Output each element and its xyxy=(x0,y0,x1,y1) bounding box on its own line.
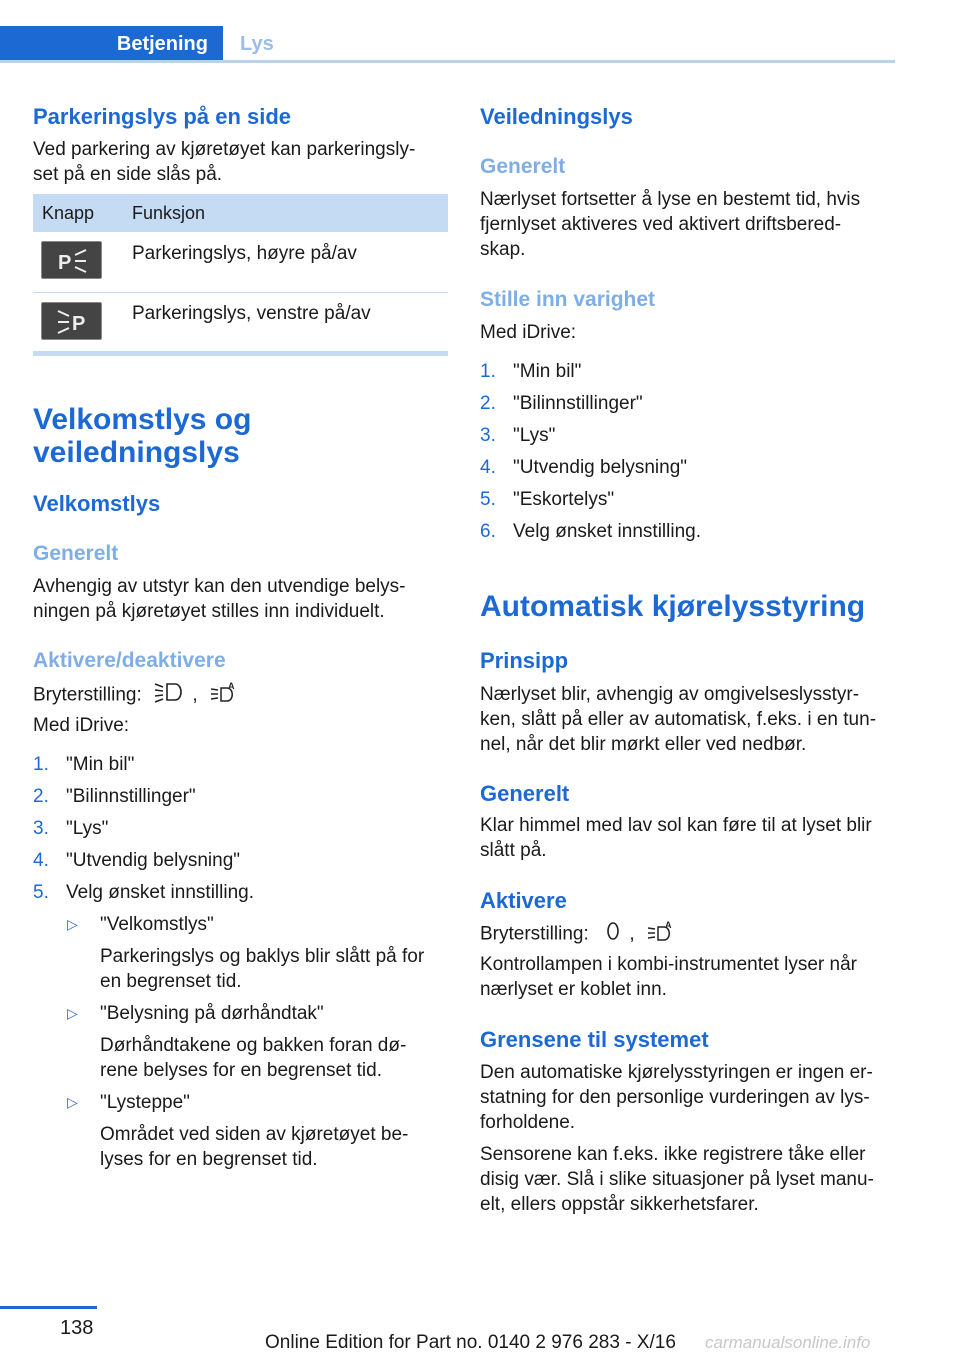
sub-item-desc: rene belyses for en begrenset tid. xyxy=(100,1060,383,1081)
para-generelt2-2: slått på. xyxy=(480,840,547,861)
heading-aktivere: Aktivere xyxy=(480,888,567,913)
page-number: 138 xyxy=(60,1317,94,1339)
para-generelt-2: ningen på kjøretøyet stilles inn individuelt. xyxy=(33,601,385,622)
para-grensene-3: forholdene. xyxy=(480,1112,576,1133)
parking-light-right-icon xyxy=(41,241,102,279)
sub-item-title: "Lysteppe" xyxy=(100,1092,190,1113)
sub-item-desc: Dørhåndtakene og bakken foran dø- xyxy=(100,1035,407,1056)
heading-veiledningslys-main: veiledningslys xyxy=(33,436,240,469)
zero-position-icon xyxy=(594,920,624,949)
sub-item-desc: lyses for en begrenset tid. xyxy=(100,1149,318,1170)
para-sensor-3: elt, ellers oppstår sikkerhetsfarer. xyxy=(480,1194,759,1215)
heading-generelt: Generelt xyxy=(480,155,566,178)
heading-aktivere-deaktivere: Aktivere/deaktivere xyxy=(33,649,226,672)
table-divider xyxy=(33,292,448,293)
tab-lys[interactable]: Lys xyxy=(240,33,274,55)
svg-text:P: P xyxy=(72,313,86,335)
bullet-triangle-icon: ▷ xyxy=(67,1094,78,1110)
para-generelt-2: fjernlyset aktiveres ved aktivert driftsbered- xyxy=(480,214,842,235)
sub-item-desc: Parkeringslys og baklys blir slått på for xyxy=(100,946,425,967)
switch-position-line xyxy=(33,681,239,710)
heading-velkomstlys: Velkomstlys xyxy=(33,491,161,516)
sub-item-desc: en begrenset tid. xyxy=(100,971,242,992)
watermark: carmanualsonline.info xyxy=(705,1333,871,1352)
para-grensene-1: Den automatiske kjørelysstyringen er ingen er- xyxy=(480,1062,873,1083)
table-row-label: Parkeringslys, venstre på/av xyxy=(132,303,371,324)
auto-lights-icon xyxy=(203,681,239,710)
para-sensor-1: Sensorene kan f.eks. ikke registrere tåke eller xyxy=(480,1144,866,1165)
sub-item-desc: Området ved siden av kjøretøyet be- xyxy=(100,1124,409,1145)
med-idrive: Med iDrive: xyxy=(33,715,130,736)
para-generelt-3: skap. xyxy=(480,239,526,260)
parking-lights-icon xyxy=(147,681,187,710)
edition-text: Online Edition for Part no. 0140 2 976 283 - X/16 xyxy=(265,1332,676,1353)
heading-generelt-2: Generelt xyxy=(480,781,570,806)
header-rule xyxy=(0,60,895,63)
svg-text:A: A xyxy=(664,920,672,930)
col-funksjon: Funksjon xyxy=(132,203,206,223)
heading-automatisk-kjorelysstyring: Automatisk kjørelysstyring xyxy=(480,590,866,623)
para-sensor-2: disig vær. Slå i slike situasjoner på lyset manu- xyxy=(480,1169,874,1190)
para-parking-2: set på en side slås på. xyxy=(33,164,223,185)
switch-label: Bryterstilling: xyxy=(480,923,589,945)
heading-grensene: Grensene til systemet xyxy=(480,1027,709,1052)
bullet-triangle-icon: ▷ xyxy=(67,916,78,932)
svg-text:P: P xyxy=(58,252,72,274)
table-bottom-rule xyxy=(33,351,448,356)
comma: , xyxy=(192,684,198,706)
switch-label: Bryterstilling: xyxy=(33,684,142,706)
heading-generelt: Generelt xyxy=(33,542,119,565)
med-idrive: Med iDrive: xyxy=(480,322,577,343)
para-grensene-2: statning for den personlige vurderingen av lys- xyxy=(480,1087,870,1108)
heading-prinsipp: Prinsipp xyxy=(480,648,569,673)
switch-position-line xyxy=(480,920,676,949)
para-prinsipp-3: nel, når det blir mørkt eller ved nedbør. xyxy=(480,734,807,755)
para-generelt-1: Avhengig av utstyr kan den utvendige belys- xyxy=(33,576,406,597)
para-parking-1: Ved parkering av kjøretøyet kan parkeringsly- xyxy=(33,139,416,160)
svg-text:A: A xyxy=(227,681,235,691)
heading-velkomstlys-og: Velkomstlys og xyxy=(33,403,252,436)
parking-light-left-icon xyxy=(41,302,102,340)
heading-stille-inn-varighet: Stille inn varighet xyxy=(480,288,656,311)
heading-parkeringslys: Parkeringslys på en side xyxy=(33,104,292,129)
sub-item-title: "Velkomstlys" xyxy=(100,914,214,935)
para-generelt-1: Nærlyset fortsetter å lyse en bestemt tid, hvis xyxy=(480,189,861,210)
tab-betjening[interactable]: Betjening xyxy=(0,26,223,63)
comma: , xyxy=(629,923,635,945)
auto-lights-icon xyxy=(640,920,676,949)
footer-rule xyxy=(0,1306,97,1309)
table-header xyxy=(33,194,448,232)
bullet-triangle-icon: ▷ xyxy=(67,1005,78,1021)
heading-veiledningslys: Veiledningslys xyxy=(480,104,633,129)
para-generelt2-1: Klar himmel med lav sol kan føre til at lyset blir xyxy=(480,815,872,836)
para-aktivere-1: Kontrollampen i kombi-instrumentet lyser når xyxy=(480,954,857,975)
table-row-label: Parkeringslys, høyre på/av xyxy=(132,243,357,264)
para-prinsipp-2: ken, slått på eller av automatisk, f.eks. i en tun- xyxy=(480,709,877,730)
sub-item-title: "Belysning på dørhåndtak" xyxy=(100,1003,324,1024)
para-prinsipp-1: Nærlyset blir, avhengig av omgivelseslysstyr- xyxy=(480,684,860,705)
para-aktivere-2: nærlyset er koblet inn. xyxy=(480,979,667,1000)
col-knapp: Knapp xyxy=(42,203,95,223)
